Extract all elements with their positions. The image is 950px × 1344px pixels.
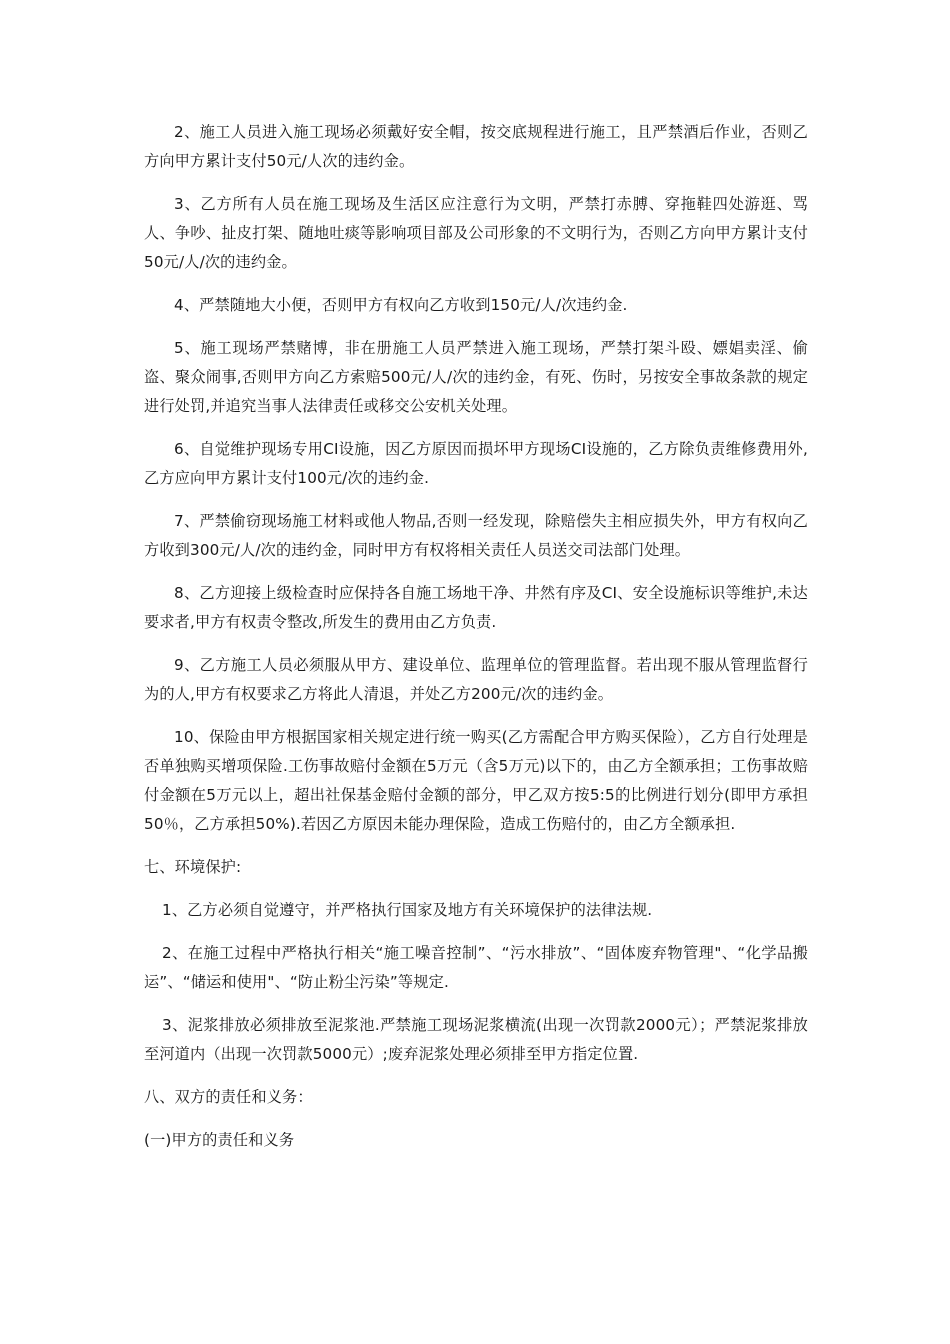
environment-clause-1: 1、乙方必须自觉遵守，并严格执行国家及地方有关环境保护的法律法规. bbox=[162, 901, 653, 919]
clause-10: 10、保险由甲方根据国家相关规定进行统一购买(乙方需配合甲方购买保险），乙方自行处理是否单独购买增项保险.工伤事故赔付金额在5万元（含5万元)以下的，由乙方全额承担；工伤事故赔付金额在5万元以上，超出社保基金赔付金额的部分，甲乙双方按5:5的比例进行划分(即甲方承担50％，乙方承担50%).若因乙方原因未能办理保险，造成工伤赔付的，由乙方全额承担. bbox=[144, 728, 808, 833]
clause-9: 9、乙方施工人员必须服从甲方、建设单位、监理单位的管理监督。若出现不服从管理监督行为的人,甲方有权要求乙方将此人清退，并处乙方200元/次的违约金。 bbox=[144, 656, 808, 703]
environment-clause-3: 3、泥浆排放必须排放至泥浆池.严禁施工现场泥浆横流(出现一次罚款2000元）；严禁泥浆排放至河道内（出现一次罚款5000元）;废弃泥浆处理必须排至甲方指定位置. bbox=[144, 1016, 808, 1063]
section-heading-environment: 七、环境保护: bbox=[144, 858, 242, 876]
subsection-heading-party-a: (一)甲方的责任和义务 bbox=[144, 1131, 295, 1149]
environment-clause-2: 2、在施工过程中严格执行相关“施工噪音控制”、“污水排放”、“固体废弃物管理"、“化学品搬运”、“储运和使用"、“防止粉尘污染”等规定. bbox=[144, 944, 808, 991]
section-heading-responsibilities: 八、双方的责任和义务： bbox=[144, 1088, 313, 1106]
clause-3: 3、乙方所有人员在施工现场及生活区应注意行为文明，严禁打赤膊、穿拖鞋四处游逛、骂人、争吵、扯皮打架、随地吐痰等影响项目部及公司形象的不文明行为，否则乙方向甲方累计支付50元/人/次的违约金。 bbox=[144, 195, 808, 271]
clause-7: 7、严禁偷窃现场施工材料或他人物品,否则一经发现，除赔偿失主相应损失外，甲方有权向乙方收到300元/人/次的违约金，同时甲方有权将相关责任人员送交司法部门处理。 bbox=[144, 512, 808, 559]
clause-2: 2、施工人员进入施工现场必须戴好安全帽，按交底规程进行施工，且严禁酒后作业，否则乙方向甲方累计支付50元/人次的违约金。 bbox=[144, 123, 808, 170]
document-page bbox=[144, 118, 808, 1169]
clause-5: 5、施工现场严禁赌博，非在册施工人员严禁进入施工现场，严禁打架斗殴、嫖娼卖淫、偷盗、聚众闹事,否则甲方向乙方索赔500元/人/次的违约金，有死、伤时，另按安全事故条款的规定进行处罚,并追究当事人法律责任或移交公安机关处理。 bbox=[144, 339, 808, 415]
clause-6: 6、自觉维护现场专用CI设施，因乙方原因而损坏甲方现场CI设施的，乙方除负责维修费用外,乙方应向甲方累计支付100元/次的违约金. bbox=[144, 440, 808, 487]
clause-8: 8、乙方迎接上级检查时应保持各自施工场地干净、井然有序及CI、安全设施标识等维护,未达要求者,甲方有权责令整改,所发生的费用由乙方负责. bbox=[144, 584, 808, 631]
clause-4: 4、严禁随地大小便，否则甲方有权向乙方收到150元/人/次违约金. bbox=[174, 296, 628, 314]
